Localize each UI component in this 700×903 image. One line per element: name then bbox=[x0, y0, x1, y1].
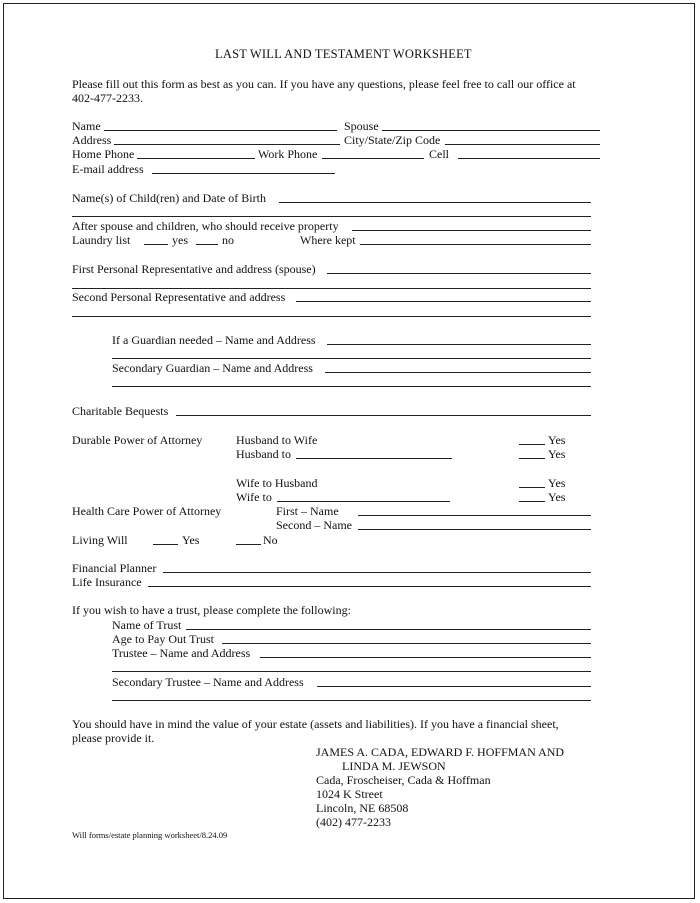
email-label: E-mail address bbox=[72, 162, 144, 176]
husband-to-yes-field[interactable] bbox=[519, 458, 545, 459]
guardian-field[interactable] bbox=[327, 344, 591, 345]
email-field[interactable] bbox=[152, 173, 335, 174]
children-label: Name(s) of Child(ren) and Date of Birth bbox=[72, 191, 266, 205]
attorneys-line1: JAMES A. CADA, EDWARD F. HOFFMAN AND bbox=[316, 745, 565, 759]
name-of-trust-label: Name of Trust bbox=[112, 618, 182, 632]
home-phone-field[interactable] bbox=[137, 158, 255, 159]
cell-label: Cell bbox=[429, 147, 449, 161]
closing-text-line2: please provide it. bbox=[72, 731, 155, 745]
work-phone-label: Work Phone bbox=[258, 147, 318, 161]
wife-to-husband-yes-label: Yes bbox=[548, 476, 566, 490]
guardian-label: If a Guardian needed – Name and Address bbox=[112, 333, 316, 347]
husband-to-yes-label: Yes bbox=[548, 447, 566, 461]
health-second-name-label: Second – Name bbox=[276, 518, 352, 532]
health-first-name-field[interactable] bbox=[358, 515, 591, 516]
where-kept-label: Where kept bbox=[300, 233, 356, 247]
children-field-line2[interactable] bbox=[72, 216, 591, 217]
home-phone-label: Home Phone bbox=[72, 147, 135, 161]
city-state-zip-label: City/State/Zip Code bbox=[344, 133, 441, 147]
husband-to-label: Husband to bbox=[236, 447, 291, 461]
spouse-field[interactable] bbox=[382, 130, 600, 131]
trustee-field-line2[interactable] bbox=[112, 671, 591, 672]
living-will-yes-field[interactable] bbox=[153, 544, 178, 545]
where-kept-field[interactable] bbox=[360, 244, 591, 245]
laundry-list-yes-label: yes bbox=[172, 233, 188, 247]
first-rep-label: First Personal Representative and address (spouse) bbox=[72, 262, 316, 276]
guardian-field-line2[interactable] bbox=[112, 358, 591, 359]
health-poa-label: Health Care Power of Attorney bbox=[72, 504, 222, 518]
after-spouse-label: After spouse and children, who should receive property bbox=[72, 219, 339, 233]
work-phone-field[interactable] bbox=[322, 158, 424, 159]
secondary-trustee-field-line2[interactable] bbox=[112, 700, 591, 701]
wife-to-husband-label: Wife to Husband bbox=[236, 476, 318, 490]
address-field[interactable] bbox=[114, 144, 340, 145]
living-will-no-label: No bbox=[263, 533, 278, 547]
office-city: Lincoln, NE 68508 bbox=[316, 801, 409, 815]
financial-planner-label: Financial Planner bbox=[72, 561, 157, 575]
husband-to-wife-label: Husband to Wife bbox=[236, 433, 318, 447]
secondary-guardian-label: Secondary Guardian – Name and Address bbox=[112, 361, 313, 375]
health-first-name-label: First – Name bbox=[276, 504, 339, 518]
secondary-guardian-field[interactable] bbox=[325, 372, 591, 373]
second-rep-field[interactable] bbox=[296, 301, 591, 302]
page-title: LAST WILL AND TESTAMENT WORKSHEET bbox=[215, 47, 472, 61]
address-label: Address bbox=[72, 133, 112, 147]
financial-planner-field[interactable] bbox=[163, 572, 591, 573]
city-state-zip-field[interactable] bbox=[445, 144, 600, 145]
husband-to-field[interactable] bbox=[296, 458, 452, 459]
secondary-trustee-label: Secondary Trustee – Name and Address bbox=[112, 675, 304, 689]
second-rep-field-line2[interactable] bbox=[72, 316, 591, 317]
living-will-yes-label: Yes bbox=[182, 533, 200, 547]
intro-text-line2: 402-477-2233. bbox=[72, 91, 143, 105]
name-field[interactable] bbox=[104, 130, 337, 131]
footer-note: Will forms/estate planning worksheet/8.24.09 bbox=[72, 830, 228, 840]
durable-poa-label: Durable Power of Attorney bbox=[72, 433, 203, 447]
husband-to-wife-yes-label: Yes bbox=[548, 433, 566, 447]
husband-to-wife-yes-field[interactable] bbox=[519, 444, 545, 445]
living-will-no-field[interactable] bbox=[236, 544, 261, 545]
age-payout-field[interactable] bbox=[222, 643, 591, 644]
first-rep-field-line2[interactable] bbox=[72, 288, 591, 289]
wife-to-husband-yes-field[interactable] bbox=[519, 487, 545, 488]
wife-to-label: Wife to bbox=[236, 490, 272, 504]
trustee-field[interactable] bbox=[260, 657, 591, 658]
attorneys-line2: LINDA M. JEWSON bbox=[342, 759, 446, 773]
charitable-field[interactable] bbox=[176, 415, 591, 416]
closing-text-line1: You should have in mind the value of your estate (assets and liabilities). If you have a financial sheet, bbox=[72, 717, 559, 731]
second-rep-label: Second Personal Representative and address bbox=[72, 290, 286, 304]
life-insurance-field[interactable] bbox=[148, 586, 591, 587]
living-will-label: Living Will bbox=[72, 533, 128, 547]
laundry-list-yes-field[interactable] bbox=[144, 244, 168, 245]
secondary-trustee-field[interactable] bbox=[317, 686, 591, 687]
wife-to-yes-field[interactable] bbox=[519, 501, 545, 502]
name-of-trust-field[interactable] bbox=[186, 629, 591, 630]
laundry-list-no-label: no bbox=[222, 233, 234, 247]
after-spouse-field[interactable] bbox=[352, 230, 591, 231]
firm-name: Cada, Froscheiser, Cada & Hoffman bbox=[316, 773, 491, 787]
cell-field[interactable] bbox=[458, 158, 600, 159]
laundry-list-no-field[interactable] bbox=[196, 244, 218, 245]
secondary-guardian-field-line2[interactable] bbox=[112, 386, 591, 387]
office-phone: (402) 477-2233 bbox=[316, 815, 391, 829]
wife-to-field[interactable] bbox=[277, 501, 450, 502]
life-insurance-label: Life Insurance bbox=[72, 575, 142, 589]
trust-intro-text: If you wish to have a trust, please complete the following: bbox=[72, 603, 351, 617]
first-rep-field[interactable] bbox=[327, 273, 591, 274]
trustee-label: Trustee – Name and Address bbox=[112, 646, 251, 660]
office-street: 1024 K Street bbox=[316, 787, 383, 801]
age-payout-label: Age to Pay Out Trust bbox=[112, 632, 215, 646]
health-second-name-field[interactable] bbox=[358, 529, 591, 530]
spouse-label: Spouse bbox=[344, 119, 379, 133]
intro-text-line1: Please fill out this form as best as you can. If you have any questions, please feel free to call our office at bbox=[72, 77, 576, 91]
charitable-label: Charitable Bequests bbox=[72, 404, 169, 418]
name-label: Name bbox=[72, 119, 101, 133]
laundry-list-label: Laundry list bbox=[72, 233, 131, 247]
children-field[interactable] bbox=[279, 202, 591, 203]
wife-to-yes-label: Yes bbox=[548, 490, 566, 504]
